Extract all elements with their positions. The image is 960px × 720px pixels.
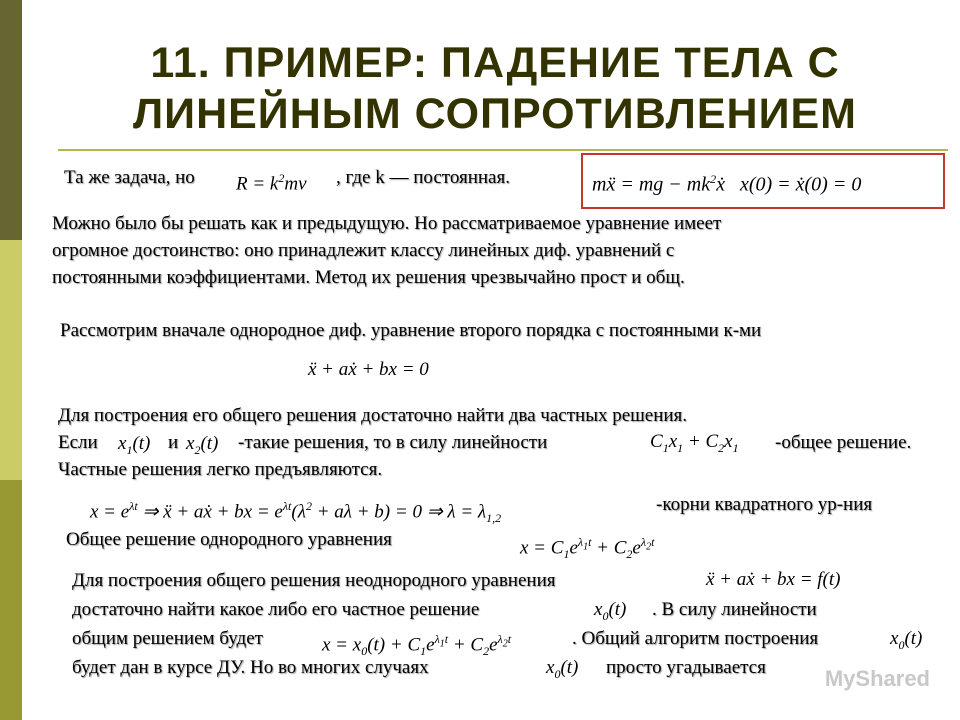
- side-bar-mid: [0, 240, 22, 480]
- intro-text-b: , где k — постоянная.: [336, 167, 510, 188]
- para4-line2b: . В силу линейности: [652, 599, 817, 620]
- formula-general-inhomogeneous: $x = x_0(t) + C_1e^{\lambda_1t} + C_2e^{\lambda_2t}$: [322, 632, 512, 659]
- para4-line2a: достаточно найти какое либо его частное решение: [72, 599, 480, 620]
- intro-text-a: Та же задача, но: [64, 167, 195, 188]
- formula-general-homogeneous: $x = C_1e^{\lambda_1t} + C_2e^{\lambda_2t}$: [520, 535, 655, 562]
- general-homogeneous-label: Общее решение однородного уравнения: [66, 529, 392, 550]
- slide-title: [60, 38, 930, 140]
- para3-line2-if: Если: [58, 432, 98, 453]
- title-underline: [58, 149, 948, 151]
- para3-line2-such: -такие решения, то в силу линейности: [238, 432, 548, 453]
- formula-x2: $x_2(t)$: [186, 433, 219, 457]
- formula-resistance: $R = k^2mv$: [236, 171, 307, 195]
- formula-x1: $x_1(t)$: [118, 433, 151, 457]
- para1-line1: Можно было бы решать как и предыдущую. Но рассматриваемое уравнение имеет: [52, 213, 722, 234]
- formula-particular-3: $x_0(t)$: [546, 657, 579, 681]
- formula-particular-2: $x_0(t)$: [890, 628, 923, 652]
- roots-label: -корни квадратного ур-ния: [656, 494, 873, 515]
- para4-line1: Для построения общего решения неоднородного уравнения: [72, 570, 556, 591]
- para4-line4a: будет дан в курсе ДУ. Но во многих случаях: [72, 657, 429, 678]
- para3-line1: Для построения его общего решения достаточно найти два частных решения.: [58, 405, 688, 426]
- watermark-logo: MyShared: [824, 666, 930, 691]
- formula-inhomogeneous: ẍ + aẋ + bx = f(t): [706, 569, 841, 590]
- formula-characteristic: $x = e^{\lambda t}$ ⇒ ẍ + aẋ + bx = $e^{\lambda t}(\lambda^2 + a\lambda + b) = 0$ ⇒ $\lambda = \lambda_{1,2}$: [90, 499, 502, 526]
- para3-line3: Частные решения легко предъявляются.: [58, 459, 383, 480]
- para2-text: Рассмотрим вначале однородное диф. уравнение второго порядка с постоянными к-ми: [60, 320, 762, 341]
- formula-linear-combination: $C_1x_1 + C_2x_1$: [650, 431, 739, 455]
- para4-line3b: . Общий алгоритм построения: [572, 628, 819, 649]
- para4-line4b: просто угадывается: [606, 657, 766, 678]
- formula-particular-1: $x_0(t)$: [594, 599, 627, 623]
- formula-homogeneous: ẍ + aẋ + bx = 0: [308, 359, 429, 380]
- side-bar-top: [0, 0, 22, 240]
- para4-line3a: общим решением будет: [72, 628, 263, 649]
- para1-line3: постоянными коэффициентами. Метод их решения чрезвычайно прост и общ.: [52, 267, 685, 288]
- title-line-2: ЛИНЕЙНЫМ СОПРОТИВЛЕНИЕМ: [133, 90, 857, 138]
- para1-line2: огромное достоинство: оно принадлежит классу линейных диф. уравнений с: [52, 240, 675, 261]
- para3-line2-and: и: [168, 432, 179, 453]
- side-bar-bottom: [0, 480, 22, 720]
- formula-motion-equation: mẍ = mg − $mk^2ẋ$ x(0) = ẋ(0) = 0: [592, 172, 862, 196]
- title-line-1: 11. ПРИМЕР: ПАДЕНИЕ ТЕЛА С: [150, 39, 840, 87]
- para3-line2-general: -общее решение.: [775, 432, 912, 453]
